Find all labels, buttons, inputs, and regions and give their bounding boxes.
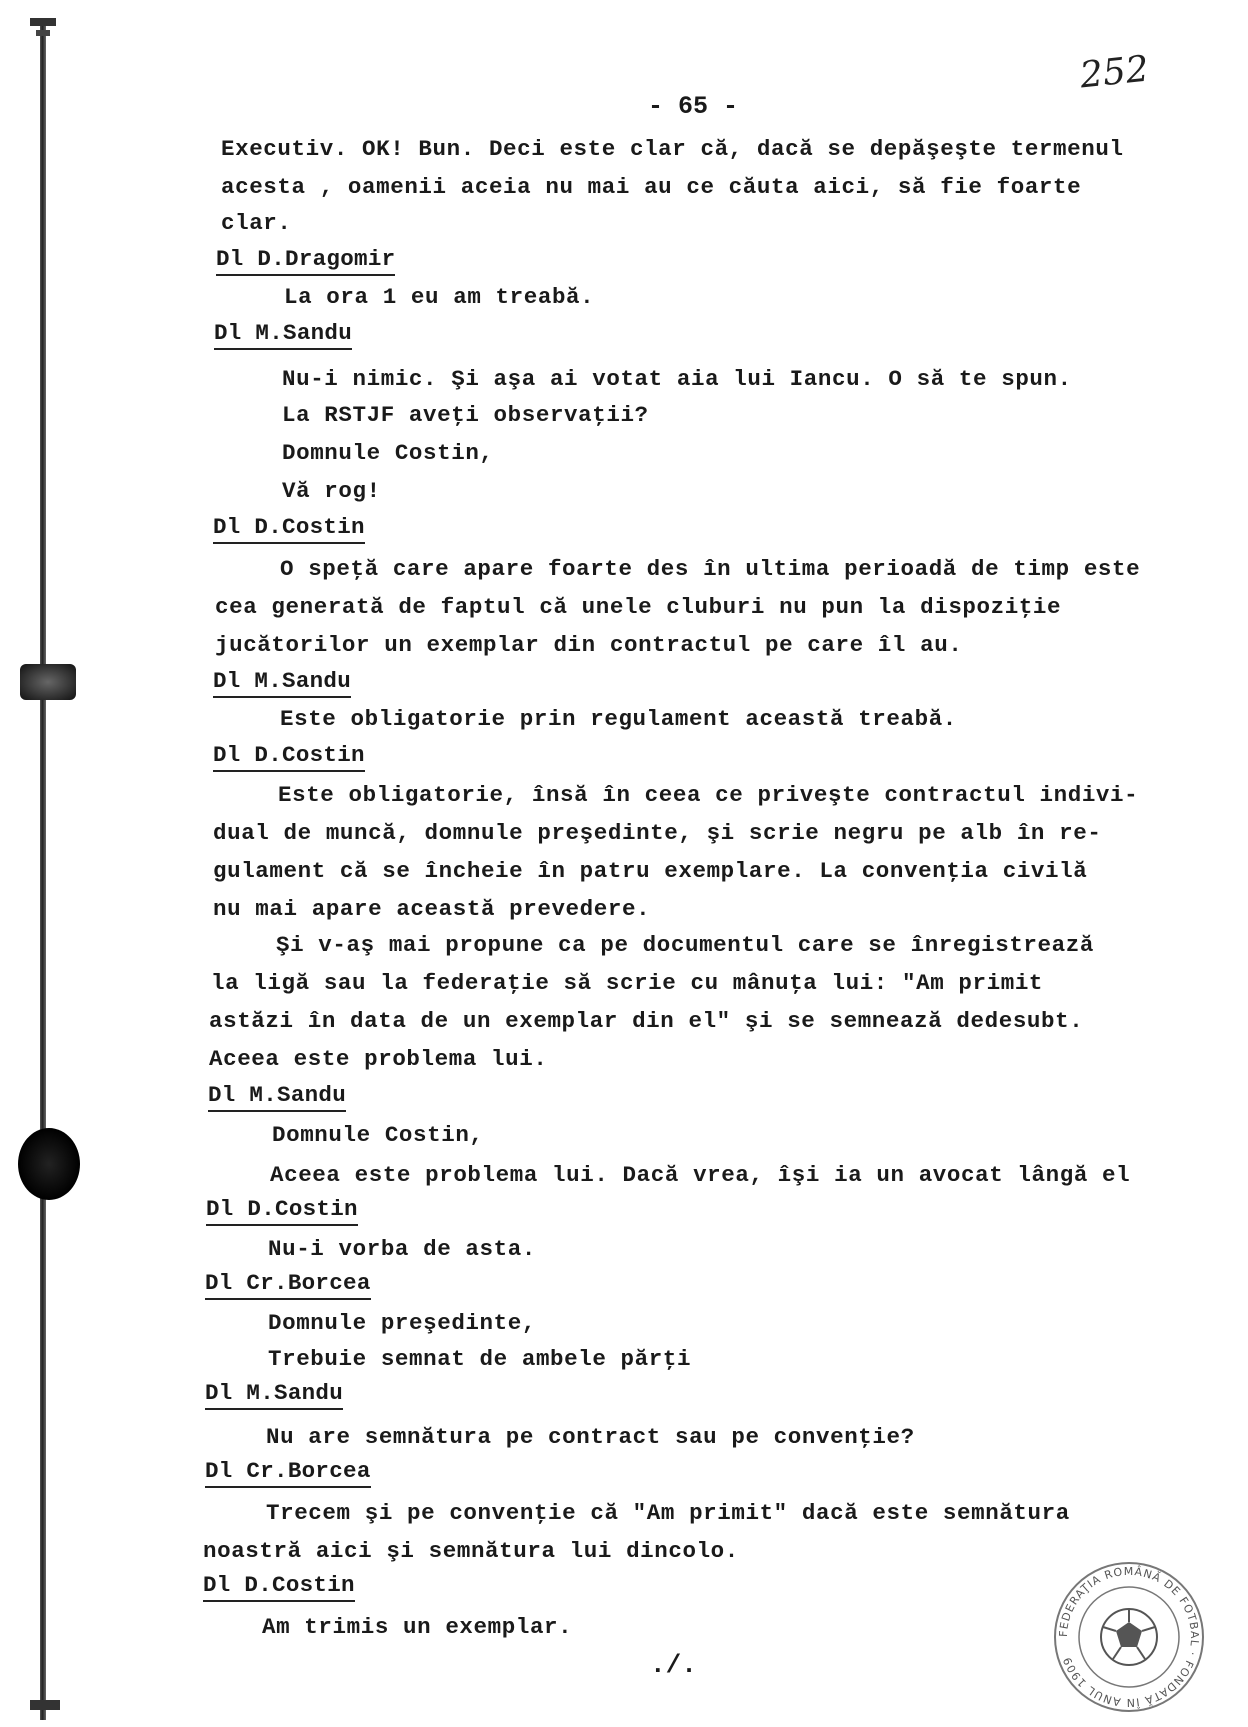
- text-line: Executiv. OK! Bun. Deci este clar că, dacă se depăşeşte termenul: [221, 136, 1124, 162]
- text-line: Vă rog!: [282, 478, 381, 504]
- speaker-label: Dl M.Sandu: [205, 1380, 343, 1410]
- text-line: gulament că se încheie în patru exemplare. La convenţia civilă: [213, 858, 1088, 884]
- text-line: Am trimis un exemplar.: [262, 1614, 573, 1640]
- text-line: cea generată de faptul că unele cluburi nu pun la dispoziţie: [215, 594, 1062, 620]
- page-number: - 65 -: [648, 92, 739, 121]
- speaker-label: Dl D.Costin: [213, 514, 365, 544]
- binder-top-clip: [30, 18, 56, 26]
- seal-text: FEDERAŢIA ROMÂNĂ DE FOTBAL · FONDATĂ ÎN ANUL 1909: [1056, 1564, 1202, 1710]
- text-line: La RSTJF aveţi observaţii?: [282, 402, 649, 428]
- binder-edge: [40, 20, 46, 1720]
- text-line: Domnule preşedinte,: [268, 1310, 536, 1336]
- text-line: Nu-i nimic. Şi aşa ai votat aia lui Iancu. O să te spun.: [282, 366, 1072, 392]
- speaker-label: Dl Cr.Borcea: [205, 1270, 371, 1300]
- text-line: astăzi în data de un exemplar din el" şi se semnează dedesubt.: [209, 1008, 1084, 1034]
- speaker-label: Dl D.Costin: [213, 742, 365, 772]
- federation-seal: [1050, 1558, 1208, 1716]
- speaker-label: Dl M.Sandu: [208, 1082, 346, 1112]
- text-line: noastră aici şi semnătura lui dincolo.: [203, 1538, 739, 1564]
- speaker-label: Dl D.Costin: [206, 1196, 358, 1226]
- speaker-label: Dl M.Sandu: [214, 320, 352, 350]
- text-line: nu mai apare această prevedere.: [213, 896, 651, 922]
- binder-ring: [18, 1128, 80, 1200]
- text-line: jucătorilor un exemplar din contractul pe care îl au.: [215, 632, 963, 658]
- speaker-label: Dl D.Dragomir: [216, 246, 395, 276]
- text-line: O speţă care apare foarte des în ultima perioadă de timp este: [280, 556, 1141, 582]
- speaker-label: Dl D.Costin: [203, 1572, 355, 1602]
- football-panel-icon: [1116, 1622, 1142, 1647]
- speaker-label: Dl M.Sandu: [213, 668, 351, 698]
- text-line: Nu are semnătura pe contract sau pe convenţie?: [266, 1424, 915, 1450]
- text-line: Domnule Costin,: [272, 1122, 484, 1148]
- text-line: Este obligatorie, însă în ceea ce priveşte contractul indivi-: [278, 782, 1139, 808]
- speaker-label: Dl Cr.Borcea: [205, 1458, 371, 1488]
- text-line: La ora 1 eu am treabă.: [284, 284, 595, 310]
- text-line: Trecem şi pe convenţie că "Am primit" dacă este semnătura: [266, 1500, 1070, 1526]
- end-mark: ./.: [650, 1650, 697, 1680]
- text-line: la ligă sau la federaţie să scrie cu mânuţa lui: "Am primit: [211, 970, 1044, 996]
- binder-clip: [20, 664, 76, 700]
- text-line: acesta , oamenii aceia nu mai au ce căuta aici, să fie foarte: [221, 174, 1082, 200]
- binder-top-clip-lower: [36, 30, 50, 36]
- text-line: Şi v-aş mai propune ca pe documentul care se înregistrează: [276, 932, 1094, 958]
- text-line: Nu-i vorba de asta.: [268, 1236, 536, 1262]
- text-line: Aceea este problema lui.: [209, 1046, 548, 1072]
- text-line: Este obligatorie prin regulament această treabă.: [280, 706, 957, 732]
- text-line: clar.: [221, 210, 292, 236]
- text-line: Aceea este problema lui. Dacă vrea, îşi ia un avocat lângă el: [270, 1162, 1131, 1188]
- text-line: Trebuie semnat de ambele părţi: [268, 1346, 692, 1372]
- text-line: Domnule Costin,: [282, 440, 494, 466]
- binder-bottom-clip: [30, 1700, 60, 1710]
- text-line: dual de muncă, domnule preşedinte, şi scrie negru pe alb în re-: [213, 820, 1102, 846]
- folio-number: 252: [1078, 48, 1151, 97]
